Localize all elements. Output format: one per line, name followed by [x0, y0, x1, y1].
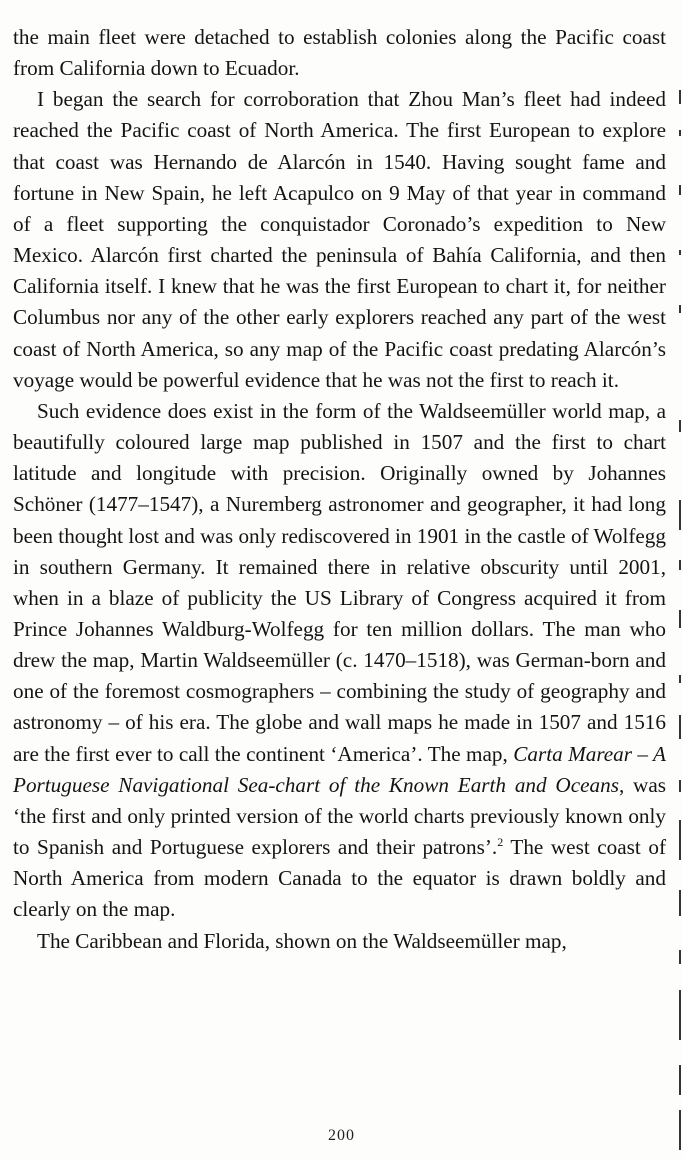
text-run: , was ‘the first and only printed version of the world charts previously known only to Spanish and Portuguese explorers and their patrons’. — [13, 772, 667, 860]
paragraph — [13, 396, 666, 926]
page-edge-shadow — [675, 90, 683, 1150]
italic-title: Carta Marear – A Portuguese Navigational Sea-chart of the Known Earth and Oceans — [13, 741, 666, 797]
page-number: 200 — [328, 1127, 355, 1144]
text-run: Such evidence does exist in the form of the Waldseemüller world map, a beautifully coloured large map published in 1507 and the first to chart latitude and longitude with precision. Originally owned by Johannes Schöner (1477–1547), a Nuremberg astronomer and geographer, it had long been thought lost and was only rediscovered in 1901 in the castle of Wolfegg in southern Germany. It remained there in relative obscurity until 2001, when in a blaze of publicity the US Library of Congress acquired it from Prince Johannes Waldburg-Wolfegg for ten million dollars. The man who drew the map, Martin Waldseemüller (c. 1470–1518), was German-born and one of the foremost cosmographers – combining the study of geography and astronomy – of his era. The globe and wall maps he made in 1507 and 1516 are the first ever to call the continent ‘America’. The map, — [13, 398, 666, 766]
paragraph — [13, 926, 666, 957]
paragraph — [13, 84, 666, 396]
paragraph — [13, 22, 666, 84]
text-run: The Caribbean and Florida, shown on the Waldseemüller map, — [37, 928, 567, 953]
footnote-ref: 2 — [497, 835, 504, 850]
text-run: the main fleet were detached to establish colonies along the Pacific coast from California down to Ecuador. — [13, 25, 666, 81]
text-run: I began the search for corroboration that Zhou Man’s fleet had indeed reached the Pacific coast of North America. The first European to explore that coast was Hernando de Alarcón in 1540. Having sought fame and fortune in New Spain, he left Acapulco on 9 May of that year in command of a fleet supporting the conquistador Coronado’s expedition to New Mexico. Alarcón first charted the peninsula of Bahía California, and then California itself. I knew that he was the first European to chart it, for neither Columbus nor any of the other early explorers reached any part of the west coast of North America, so any map of the Pacific coast predating Alarcón’s voyage would be powerful evidence that he was not the first to reach it. — [13, 87, 666, 392]
body-text — [13, 22, 666, 957]
text-run: The west coast of North America from modern Canada to the equator is drawn boldly and clearly on the map. — [13, 835, 667, 922]
